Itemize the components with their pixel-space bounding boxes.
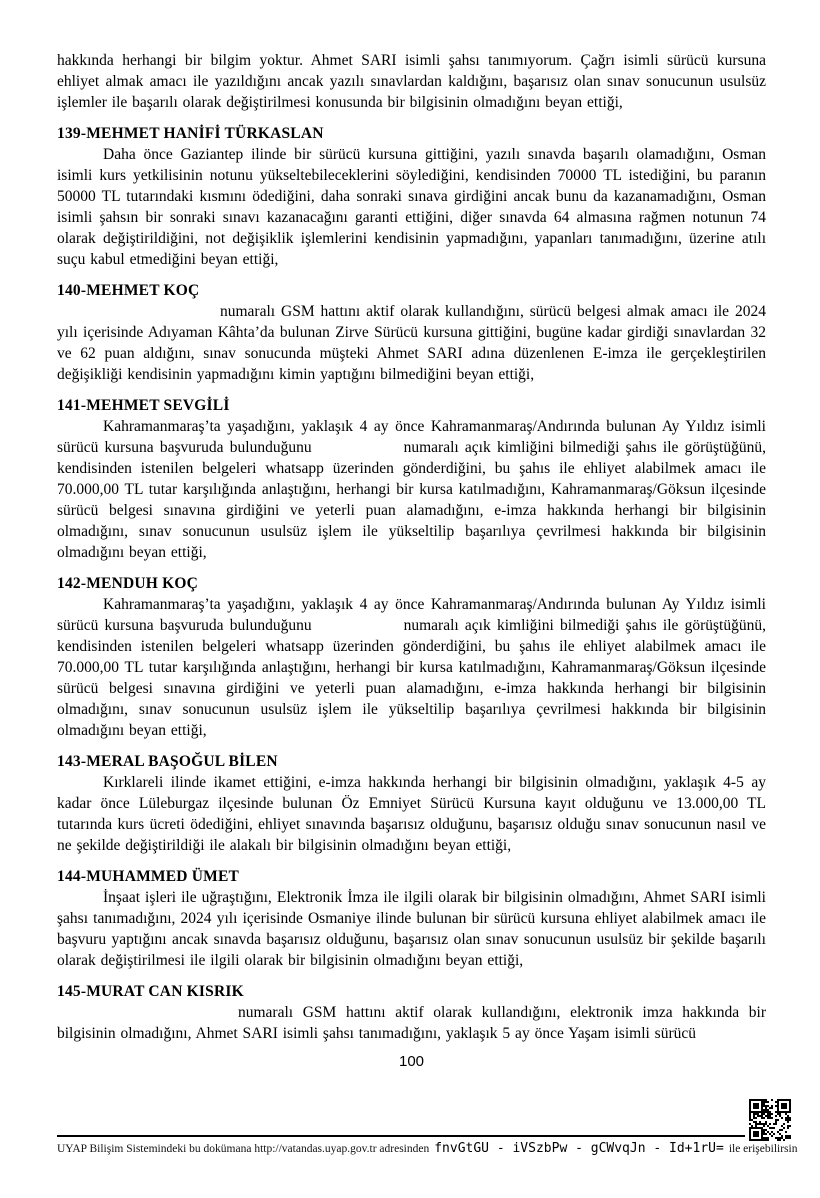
section-body-140-text: numaralı GSM hattını aktif olarak kullandığını, sürücü belgesi almak amacı ile 2024 yılı içerisinde Adıyaman Kâhta’da bulunan Zirve Sürücü kursuna gittiğini, bugüne kadar girdiği sınavlardan 32 ve 62 puan aldığını, sınav sonucunda müşteki Ahmet SARI adına düzenlenen E-imza ile gerçekleştirilen değişikliği kendisinin yapmadığını kimin yaptığını bilmediğini beyan ettiği, [57, 303, 766, 383]
footer-access-suffix: ile erişebilirsin [728, 1143, 798, 1155]
section-heading-140: 140-MEHMET KOÇ [57, 282, 200, 299]
section-body-139: Daha önce Gaziantep ilinde bir sürücü kursuna gittiğini, yazılı sınavda başarılı olamadığını, Osman isimli kurs yetkilisinin notunu yükseltebileceklerini söylediğini, kendisinden 70000 TL istediğini, bu paranın 50000 TL tutarındaki kısmını ödediğini, daha sonraki sınava girdiğini ancak bunu da kazanamadığını, Osman isimli şahsın bir sonraki sınavı kazanacağını garanti ettiğini, diğer sınavda 64 almasına rağmen notunun 74 olarak değiştirildiğini, not değişiklik işlemlerini kendisinin yapmadığını, yapanları tanımadığını, üzerine atılı suçu kabul etmediğini beyan ettiği, [57, 146, 766, 268]
section-body-141-text-a: Kahramanmaraş’ta yaşadığını, yaklaşık 4 ay önce Kahramanmaraş/Andırında bulunan Ay Yıldız isimli sürücü kursuna başvuruda bulunduğunu [57, 418, 766, 456]
document-content [57, 50, 766, 1044]
section-heading-145: 145-MURAT CAN KISRIK [57, 983, 244, 1000]
section-body-140 [57, 301, 766, 385]
section-body-141-text-b: numaralı açık kimliğini bilmediği şahıs ile görüştüğünü, kendisinden istenilen belgeleri whatsapp üzerinden gönderdiğini, bu şahıs ile ehliyet alabilmek amacı ile 70.000,00 TL tutar karşılığında anlaştığını, herhangi bir kursa katılmadığını, Kahramanmaraş/Göksun ilçesinde sürücü belgesi sınavına girdiğini ve yeterli puan alamadığını, e-imza hakkında herhangi bir bilgisinin olmadığını, sınav sonucunun usulsüz işlem ile yükseltilip başarılıya çevrilmesi hakkında bir bilgisinin olmadığını beyan ettiği, [57, 439, 766, 561]
intro-paragraph: hakkında herhangi bir bilgim yoktur. Ahmet SARI isimli şahsı tanımıyorum. Çağrı isimli sürücü kursuna ehliyet almak amacı ile yazıldığını ancak yazılı sınavlardan kaldığını, başarısız olan sınav sonucunun usulsüz işlemler ile başarılı olarak değiştirilmesi konusunda bir bilgisinin olmadığını beyan ettiği, [57, 52, 766, 111]
section-body-141 [57, 416, 766, 563]
footer-access-text: UYAP Bilişim Sistemindeki bu dokümana http://vatandas.uyap.gov.tr adresinden [57, 1143, 430, 1155]
section-heading-142: 142-MENDUH KOÇ [57, 575, 198, 592]
section-body-143: Kırklareli ilinde ikamet ettiğini, e-imza hakkında herhangi bir bilgisinin olmadığını, yaklaşık 4-5 ay kadar önce Lüleburgaz ilçesinde bulunan Öz Emniyet Sürücü Kursuna kayıt olduğunu ve 13.000,00 TL tutarında kurs ücreti ödediğini, ehliyet sınavında başarısız olduğunu, başarısız olduğu sınav sonucunun nasıl ve ne şekilde değiştirildiği ile alakalı bir bilgisinin olmadığını beyan ettiği, [57, 774, 766, 854]
section-body-142-text-b: numaralı açık kimliğini bilmediği şahıs ile görüştüğünü, kendisinden istenilen belgeleri whatsapp üzerinden gönderdiğini, bu şahıs ile ehliyet alabilmek amacı ile 70.000,00 TL tutar karşılığında anlaştığını, herhangi bir kursa katılmadığını, Kahramanmaraş/Göksun ilçesinde sürücü belgesi sınavına girdiğini ve yeterli puan alamadığını, e-imza hakkında herhangi bir bilgisinin olmadığını, sınav sonucunun usulsüz işlem ile yükseltilip başarılıya çevrilmesi hakkında bir bilgisinin olmadığını beyan ettiği, [57, 617, 766, 739]
section-body-144: İnşaat işleri ile uğraştığını, Elektronik İmza ile ilgili olarak bir bilgisinin olmadığını, Ahmet SARI isimli şahsı tanımadığını, 2024 yılı içerisinde Osmaniye ilinde bulunan bir sürücü kursuna ehliyet alabilmek amacı ile başvuru yaptığını ancak sınavda başarısız olduğunu, başarısız olan sınav sonucunun usulsüz bir şekilde başarılı olarak değiştirilmesi ile ilgili olarak bir bilgisinin olmadığını beyan ettiği, [57, 889, 766, 969]
section-heading-141: 141-MEHMET SEVGİLİ [57, 397, 230, 414]
section-heading-144: 144-MUHAMMED ÜMET [57, 868, 240, 885]
section-body-145 [57, 1002, 766, 1044]
section-body-142 [57, 594, 766, 741]
footer-verification-code: fnvGtGU - iVSzbPw - gCWvqJn - Id+1rU= [434, 1141, 724, 1156]
footer-divider [57, 1135, 745, 1137]
page-number: 100 [398, 1053, 425, 1070]
section-heading-139: 139-MEHMET HANİFİ TÜRKASLAN [57, 125, 324, 142]
section-body-142-text-a: Kahramanmaraş’ta yaşadığını, yaklaşık 4 ay önce Kahramanmaraş/Andırında bulunan Ay Yıldız isimli sürücü kursuna başvuruda bulunduğunu [57, 596, 766, 634]
section-heading-143: 143-MERAL BAŞOĞUL BİLEN [57, 753, 278, 770]
qr-code [748, 1098, 792, 1142]
section-body-145-text: numaralı GSM hattını aktif olarak kullandığını, elektronik imza hakkında bir bilgisinin olmadığını, Ahmet SARI isimli şahsı tanımadığını, yaklaşık 5 ay önce Yaşam isimli sürücü [57, 1004, 766, 1042]
footer [57, 1141, 802, 1156]
